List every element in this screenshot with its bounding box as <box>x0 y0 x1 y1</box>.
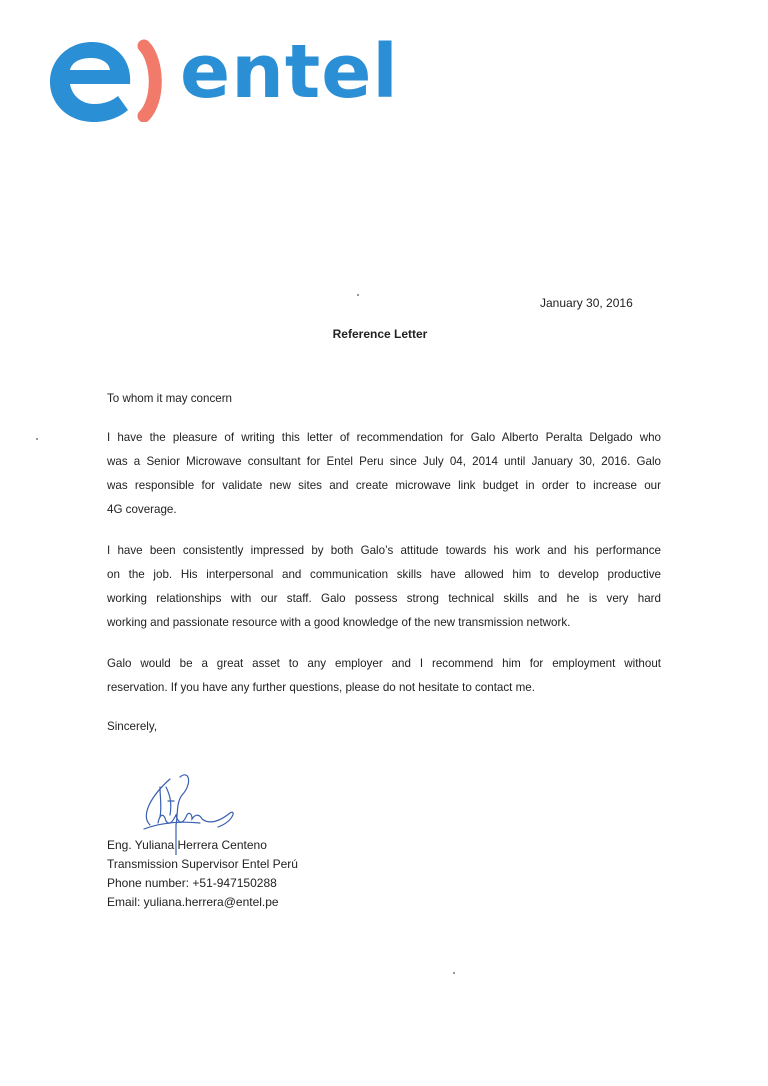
closing: Sincerely, <box>107 720 158 733</box>
salutation: To whom it may concern <box>107 392 233 405</box>
paragraph-line: working and passionate resource with a good knowledge of the new transmission network. <box>107 616 571 629</box>
letter-date: January 30, 2016 <box>540 296 633 310</box>
paragraph-line: I have the pleasure of writing this letter of recommendation for Galo Alberto Peralta Delgado who <box>107 431 661 444</box>
scan-speck <box>357 294 359 296</box>
signer-position: Transmission Supervisor Entel Perú <box>107 857 298 871</box>
paragraph-line: was a Senior Microwave consultant for Entel Peru since July 04, 2014 until January 30, 2016. Galo <box>107 455 661 468</box>
paragraph-line: on the job. His interpersonal and communication skills have allowed him to develop productive <box>107 568 661 581</box>
signer-email: Email: yuliana.herrera@entel.pe <box>107 895 279 909</box>
paragraph-line: reservation. If you have any further questions, please do not hesitate to contact me. <box>107 681 535 694</box>
scan-speck <box>453 972 455 974</box>
letter-title: Reference Letter <box>332 327 428 341</box>
paragraph-line: I have been consistently impressed by both Galo’s attitude towards his work and his performance <box>107 544 661 557</box>
entel-wordmark: entel <box>180 29 399 115</box>
scan-speck <box>36 438 38 440</box>
signer-name: Eng. Yuliana Herrera Centeno <box>107 838 267 852</box>
entel-e-mark-icon <box>44 22 184 122</box>
paragraph-line: 4G coverage. <box>107 503 177 516</box>
signer-phone: Phone number: +51-947150288 <box>107 876 277 890</box>
paragraph-line: working relationships with our staff. Galo possess strong technical skills and he is very hard <box>107 592 661 605</box>
paragraph-line: was responsible for validate new sites and create microwave link budget in order to increase our <box>107 479 661 492</box>
paragraph-line: Galo would be a great asset to any employer and I recommend him for employment without <box>107 657 661 670</box>
